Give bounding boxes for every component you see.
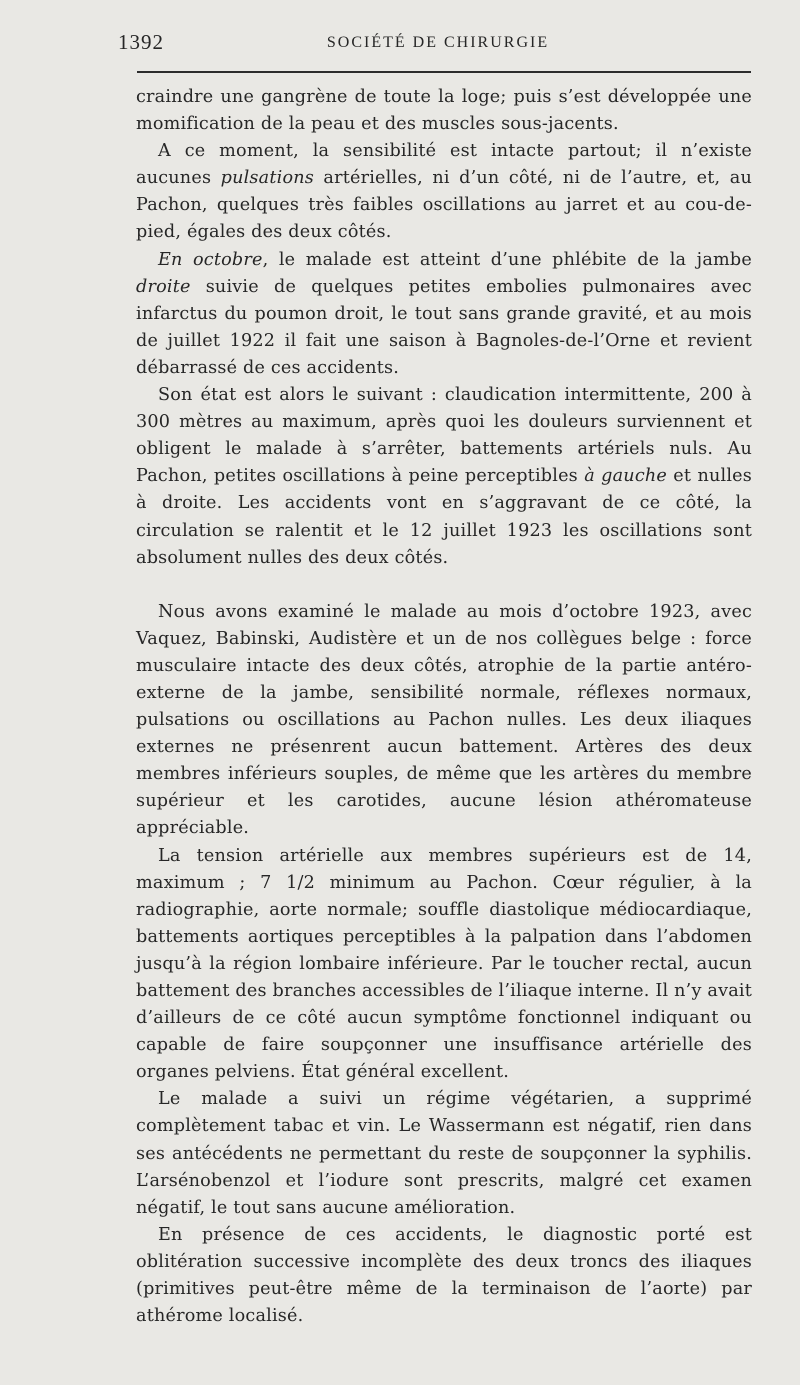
italic-text: droite <box>136 276 191 297</box>
paragraph <box>136 599 752 843</box>
italic-text: En octobre <box>158 249 263 270</box>
paragraph <box>136 1086 752 1221</box>
paragraph <box>136 843 752 1087</box>
paragraph <box>136 84 752 138</box>
page-number: 1392 <box>118 30 164 54</box>
page-header <box>118 26 758 60</box>
paragraph <box>136 138 752 246</box>
text-segment: La tension artérielle aux membres supérieurs est de 14, maximum ; 7 1/2 minimum au Pachon. Cœur régulier, à la radiographie, aorte normale; souffle diastolique médiocardiaque, battements aortiques perceptibles à la palpation dans l’abdomen jusqu’à la région lombaire inférieure. Par le toucher rectal, aucun battement des branches accessibles de l’iliaque interne. Il n’y avait d’ailleurs de ce côté aucun symptôme fonctionnel indiquant ou capable de faire soupçonner une insuffisance artérielle des organes pelviens. État général excellent. <box>136 845 752 1083</box>
paragraph <box>136 1222 752 1330</box>
text-segment: En présence de ces accidents, le diagnostic porté est oblitération successive incomplète des deux troncs des iliaques (primitives peut-être même de la terminaison de l’aorte) par athérome localisé. <box>136 1224 752 1327</box>
text-segment: Le malade a suivi un régime végétarien, a supprimé complètement tabac et vin. Le Wassermann est négatif, rien dans ses antécédents ne permettant du reste de soupçonner la syphilis. L’arsénobenzol et l’iodure sont prescrits, malgré cet examen négatif, le tout sans aucune amélioration. <box>136 1089 752 1218</box>
italic-text: pulsations <box>220 168 314 189</box>
text-segment: Nous avons examiné le malade au mois d’octobre 1923, avec Vaquez, Babinski, Audistère et un de nos collègues belge : force musculaire intacte des deux côtés, atrophie de la partie antéro-externe de la jambe, sensibilité normale, réflexes normaux, pulsations ou oscillations au Pachon nulles. Les deux iliaques externes ne présenrent aucun battement. Artères des deux membres inférieurs souples, de même que les artères du membre supérieur et les carotides, aucune lésion athéromateuse appréciable. <box>136 601 752 839</box>
italic-text: à gauche <box>584 466 668 487</box>
text-segment: et nulles à droite. Les accidents vont en s’aggravant de ce côté, la circulation se ralentit et le 12 juillet 1923 les oscillations sont absolument nulles des deux côtés. <box>136 466 752 568</box>
text-segment: Son état est alors le suivant : claudication intermittente, 200 à 300 mètres au maximum, après quoi les douleurs surviennent et obligent le malade à s’arrêter, battements artériels nuls. Au Pachon, petites oscillations à peine perceptibles <box>136 385 752 487</box>
body-text <box>136 84 752 1330</box>
text-segment: , le malade est atteint d’une phlébite de la jambe <box>262 249 752 270</box>
text-segment: suivie de quelques petites embolies pulmonaires avec infarctus du poumon droit, le tout sans grande gravité, et au mois de juillet 1922 il fait une saison à Bagnoles-de-l’Orne et revient débarrassé de ces accidents. <box>136 276 752 378</box>
text-segment: craindre une gangrène de toute la loge; puis s’est développée une momification de la peau et des muscles sous-jacents. <box>136 87 752 135</box>
header-rule <box>137 71 751 73</box>
text-segment: artérielles, ni d’un côté, ni de l’autre, et, au Pachon, quelques très faibles oscillations au jarret et au cou-de-pied, égales des deux côtés. <box>136 168 752 243</box>
paragraph <box>136 247 752 382</box>
running-title: SOCIÉTÉ DE CHIRURGIE <box>326 34 550 51</box>
text-segment: A ce moment, la sensibilité est intacte partout; il n’existe aucunes <box>136 141 752 189</box>
paragraph <box>136 382 752 572</box>
